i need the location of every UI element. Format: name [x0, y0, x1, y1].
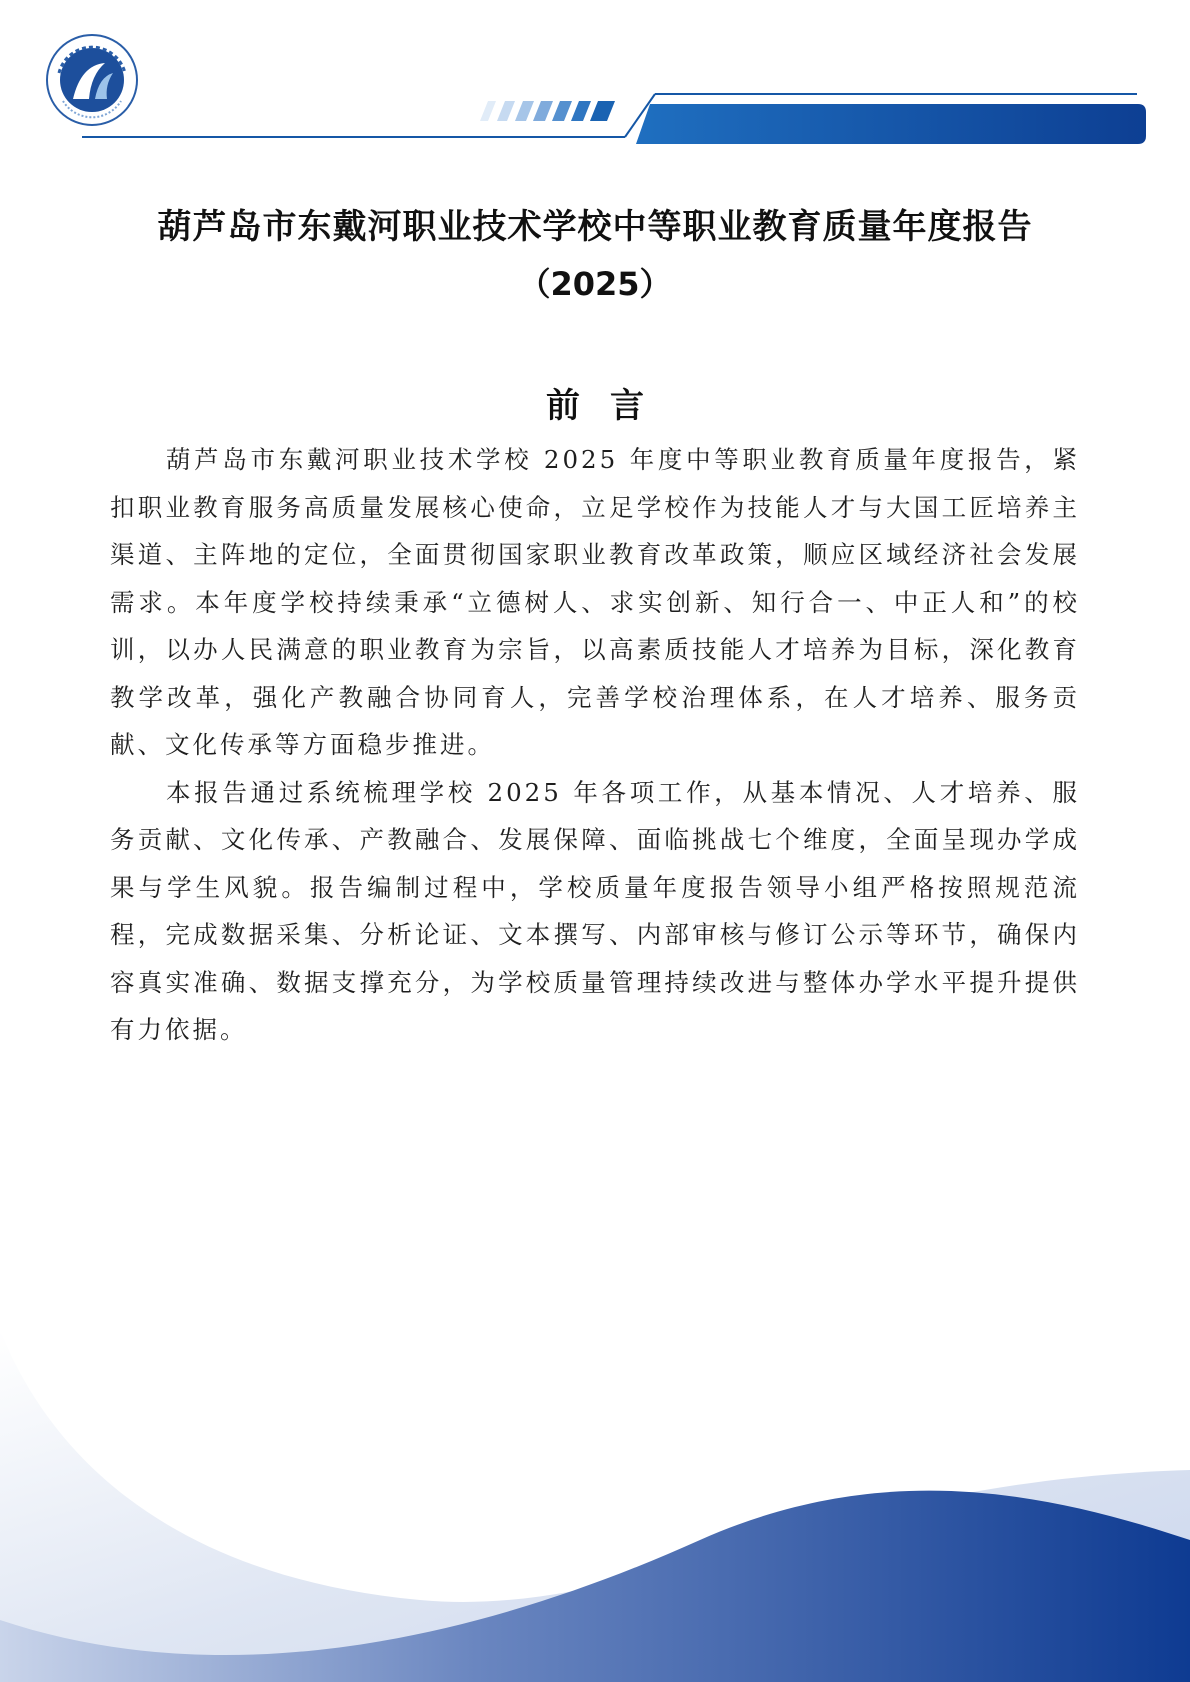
header-stripe	[571, 101, 591, 121]
header-stripe	[515, 101, 534, 121]
report-title: 葫芦岛市东戴河职业技术学校中等职业教育质量年度报告	[157, 207, 1033, 247]
header-stripe	[480, 101, 496, 121]
header-bar	[636, 104, 1146, 144]
preface-body	[110, 436, 1080, 1054]
preface-paragraph-1: 葫芦岛市东戴河职业技术学校 2025 年度中等职业教育质量年度报告，紧扣职业教育服务高质量发展核心使命，立足学校作为技能人才与大国工匠培养主渠道、主阵地的定位，全面贯彻国家职业教育改革政策，顺应区域经济社会发展需求。本年度学校持续秉承“立德树人、求实创新、知行合一、中正人和”的校训，以办人民满意的职业教育为宗旨，以高素质技能人才培养为目标，深化教育教学改革，强化产教融合协同育人，完善学校治理体系，在人才培养、服务贡献、文化传承等方面稳步推进。	[110, 445, 1080, 759]
section-heading-preface: 前言	[546, 386, 674, 426]
report-year: （2025）	[518, 265, 672, 303]
school-logo	[45, 33, 139, 127]
header-stripe	[497, 101, 515, 121]
footer-wave	[0, 1290, 1190, 1682]
page-header	[0, 0, 1190, 160]
header-stripe	[533, 101, 553, 121]
preface-paragraph-2: 本报告通过系统梳理学校 2025 年各项工作，从基本情况、人才培养、服务贡献、文化传承、产教融合、发展保障、面临挑战七个维度，全面呈现办学成果与学生风貌。报告编制过程中，学校质量年度报告领导小组严格按照规范流程，完成数据采集、分析论证、文本撰写、内部审核与修订公示等环节，确保内容真实准确、数据支撑充分，为学校质量管理持续改进与整体办学水平提升提供有力依据。	[110, 777, 1080, 1044]
header-banner	[0, 0, 1190, 160]
report-title-block	[0, 200, 1190, 310]
header-stripe	[552, 101, 572, 121]
header-stripe	[590, 101, 615, 121]
